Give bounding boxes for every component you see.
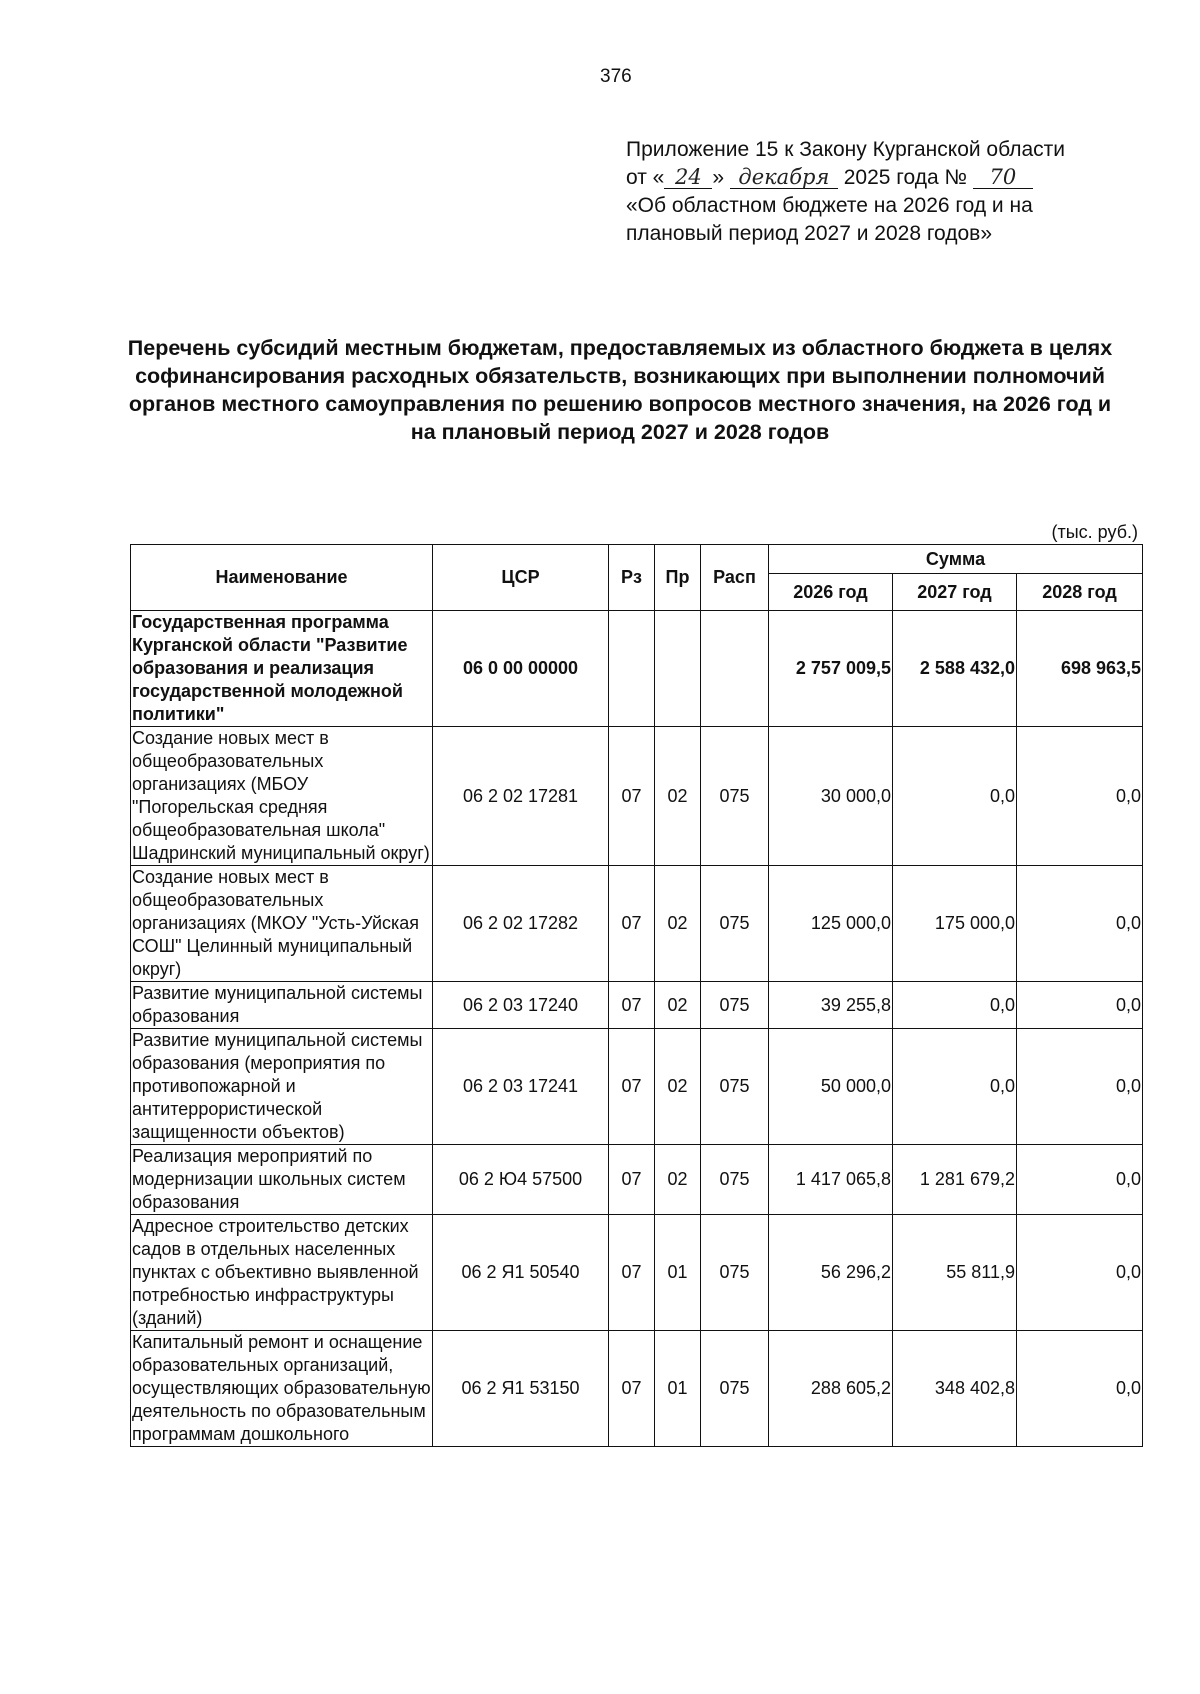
row-name: Реализация мероприятий по модернизации школьных систем образования xyxy=(131,1145,433,1215)
handwritten-number: 70 xyxy=(973,166,1033,189)
row-name: Государственная программа Курганской области "Развитие образования и реализация государственной молодежной политики" xyxy=(131,611,433,727)
appendix-header xyxy=(626,136,1146,248)
row-csr: 06 2 Я1 53150 xyxy=(433,1331,609,1447)
row-csr: 06 2 02 17282 xyxy=(433,866,609,982)
row-rasp: 075 xyxy=(701,1029,769,1145)
row-name: Развитие муниципальной системы образования (мероприятия по противопожарной и антитеррористической защищенности объектов) xyxy=(131,1029,433,1145)
row-2027: 175 000,0 xyxy=(893,866,1017,982)
row-2027: 0,0 xyxy=(893,1029,1017,1145)
row-2028: 0,0 xyxy=(1017,1331,1143,1447)
row-2027: 348 402,8 xyxy=(893,1331,1017,1447)
row-2026: 39 255,8 xyxy=(769,982,893,1029)
table-row xyxy=(131,727,1143,866)
header-sum: Сумма xyxy=(769,545,1143,574)
table-row xyxy=(131,611,1143,727)
appendix-from-prefix: от « xyxy=(626,166,665,189)
row-2026: 30 000,0 xyxy=(769,727,893,866)
row-2028: 0,0 xyxy=(1017,1215,1143,1331)
row-2028: 0,0 xyxy=(1017,1145,1143,1215)
document-title: Перечень субсидий местным бюджетам, предоставляемых из областного бюджета в целях софинансирования расходных обязательств, возникающих при выполнении полномочий органов местного самоуправления по решению вопросов местного значения, на 2026 год и на плановый период 2027 и 2028 годов xyxy=(127,336,1113,444)
row-2026: 2 757 009,5 xyxy=(769,611,893,727)
row-2026: 125 000,0 xyxy=(769,866,893,982)
row-rasp: 075 xyxy=(701,1215,769,1331)
row-pr: 02 xyxy=(655,982,701,1029)
table-row xyxy=(131,982,1143,1029)
row-rasp: 075 xyxy=(701,1331,769,1447)
appendix-line-3: «Об областном бюджете на 2026 год и на xyxy=(626,194,1033,217)
table-row xyxy=(131,866,1143,982)
row-rz: 07 xyxy=(609,1029,655,1145)
appendix-year-text: 2025 года № xyxy=(843,166,967,189)
row-rz: 07 xyxy=(609,982,655,1029)
row-2026: 1 417 065,8 xyxy=(769,1145,893,1215)
row-2027: 1 281 679,2 xyxy=(893,1145,1017,1215)
header-rasp: Расп xyxy=(701,545,769,611)
row-rasp: 075 xyxy=(701,866,769,982)
row-2027: 2 588 432,0 xyxy=(893,611,1017,727)
row-rasp: 075 xyxy=(701,727,769,866)
appendix-line-2 xyxy=(626,164,1146,192)
header-2028: 2028 год xyxy=(1017,574,1143,611)
row-rasp: 075 xyxy=(701,1145,769,1215)
row-pr: 01 xyxy=(655,1331,701,1447)
header-csr: ЦСР xyxy=(433,545,609,611)
row-2027: 0,0 xyxy=(893,727,1017,866)
row-rasp xyxy=(701,611,769,727)
header-pr: Пр xyxy=(655,545,701,611)
units-label: (тыс. руб.) xyxy=(1051,522,1138,542)
appendix-quote-close: » xyxy=(712,166,725,189)
handwritten-day: 24 xyxy=(664,166,712,189)
row-2026: 56 296,2 xyxy=(769,1215,893,1331)
row-csr: 06 2 03 17240 xyxy=(433,982,609,1029)
row-pr xyxy=(655,611,701,727)
handwritten-month: декабря xyxy=(730,166,838,189)
row-2026: 288 605,2 xyxy=(769,1331,893,1447)
row-2028: 0,0 xyxy=(1017,982,1143,1029)
row-rz: 07 xyxy=(609,1145,655,1215)
row-pr: 02 xyxy=(655,1145,701,1215)
row-name: Капитальный ремонт и оснащение образовательных организаций, осуществляющих образовательную деятельность по образовательным программам дошкольного xyxy=(131,1331,433,1447)
header-2026: 2026 год xyxy=(769,574,893,611)
table-row xyxy=(131,1331,1143,1447)
row-rz: 07 xyxy=(609,727,655,866)
row-pr: 02 xyxy=(655,1029,701,1145)
row-rz: 07 xyxy=(609,1331,655,1447)
row-csr: 06 2 03 17241 xyxy=(433,1029,609,1145)
row-2028: 698 963,5 xyxy=(1017,611,1143,727)
row-2027: 55 811,9 xyxy=(893,1215,1017,1331)
row-pr: 02 xyxy=(655,727,701,866)
row-name: Развитие муниципальной системы образования xyxy=(131,982,433,1029)
row-rz xyxy=(609,611,655,727)
row-rasp: 075 xyxy=(701,982,769,1029)
row-rz: 07 xyxy=(609,866,655,982)
row-2028: 0,0 xyxy=(1017,1029,1143,1145)
row-name: Адресное строительство детских садов в отдельных населенных пунктах с объективно выявленной потребностью инфраструктуры (зданий) xyxy=(131,1215,433,1331)
table-row xyxy=(131,1145,1143,1215)
row-csr: 06 2 Я1 50540 xyxy=(433,1215,609,1331)
table-row xyxy=(131,1215,1143,1331)
row-2028: 0,0 xyxy=(1017,727,1143,866)
row-2027: 0,0 xyxy=(893,982,1017,1029)
row-rz: 07 xyxy=(609,1215,655,1331)
row-pr: 01 xyxy=(655,1215,701,1331)
row-csr: 06 0 00 00000 xyxy=(433,611,609,727)
row-csr: 06 2 02 17281 xyxy=(433,727,609,866)
row-pr: 02 xyxy=(655,866,701,982)
row-name: Создание новых мест в общеобразовательных организациях (МКОУ "Усть-Уйская СОШ" Целинный муниципальный округ) xyxy=(131,866,433,982)
row-2028: 0,0 xyxy=(1017,866,1143,982)
row-name: Создание новых мест в общеобразовательных организациях (МБОУ "Погорельская средняя общеобразовательная школа" Шадринский муниципальный округ) xyxy=(131,727,433,866)
subsidies-table xyxy=(130,544,1143,1447)
appendix-line-4: плановый период 2027 и 2028 годов» xyxy=(626,222,993,245)
table-row xyxy=(131,1029,1143,1145)
row-2026: 50 000,0 xyxy=(769,1029,893,1145)
row-csr: 06 2 Ю4 57500 xyxy=(433,1145,609,1215)
header-rz: Рз xyxy=(609,545,655,611)
header-2027: 2027 год xyxy=(893,574,1017,611)
appendix-line-1: Приложение 15 к Закону Курганской области xyxy=(626,138,1065,161)
header-name: Наименование xyxy=(131,545,433,611)
page-number: 376 xyxy=(600,66,632,87)
